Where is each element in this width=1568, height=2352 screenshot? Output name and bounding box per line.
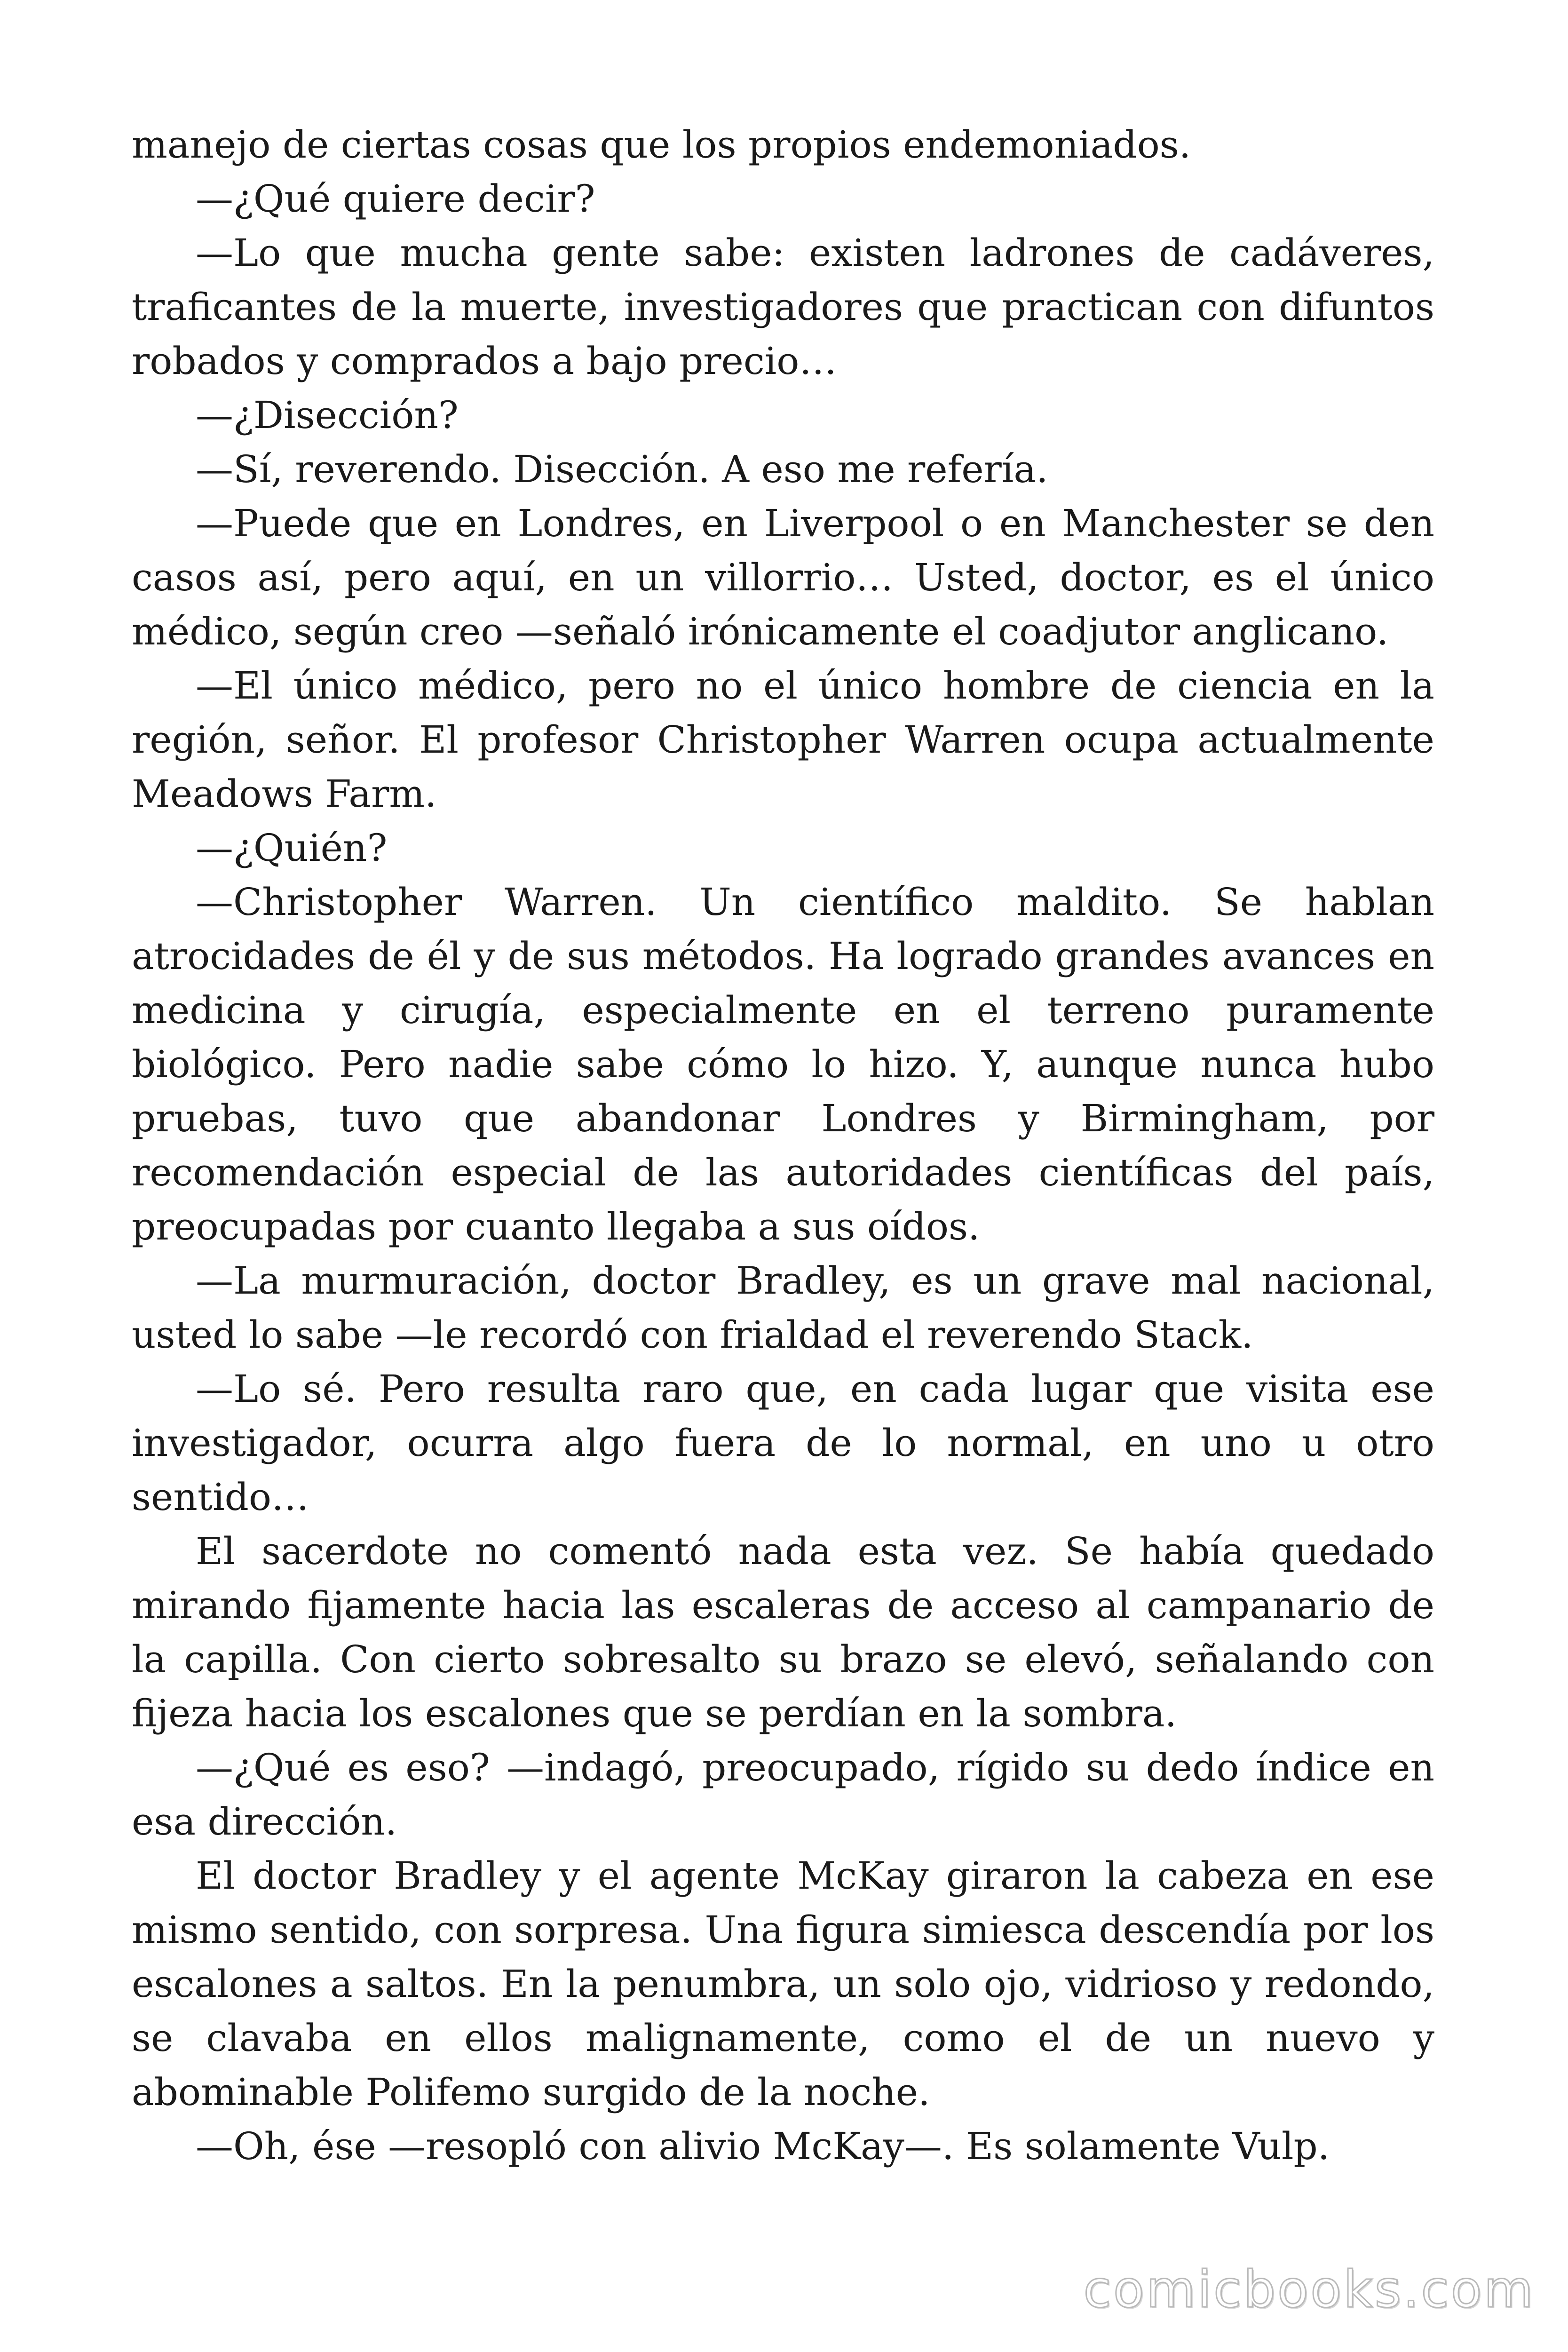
book-page <box>132 118 1434 2173</box>
paragraph-dialogue: —Lo sé. Pero resulta raro que, en cada lugar que visita ese investigador, ocurra algo fuera de lo normal, en uno u otro sentido… <box>132 1367 1434 1519</box>
paragraph-narration: El sacerdote no comentó nada esta vez. Se había quedado mirando fijamente hacia las escaleras de acceso al campanario de la capilla. Con cierto sobresalto su brazo se elevó, señalando con fijeza hacia los escalones que se perdían en la sombra. <box>132 1529 1434 1735</box>
paragraph-dialogue: —Sí, reverendo. Disección. A eso me refería. <box>196 447 1048 491</box>
paragraph-dialogue: —¿Qué quiere decir? <box>196 177 595 221</box>
paragraph-dialogue: —Puede que en Londres, en Liverpool o en Manchester se den casos así, pero aquí, en un villorrio… Usted, doctor, es el único médico, según creo —señaló irónicamente el coadjutor anglicano. <box>132 501 1434 653</box>
paragraph-dialogue: —La murmuración, doctor Bradley, es un grave mal nacional, usted lo sabe —le recordó con frialdad el reverendo Stack. <box>132 1259 1434 1357</box>
paragraph-dialogue: —El único médico, pero no el único hombre de ciencia en la región, señor. El profesor Christopher Warren ocupa actualmente Meadows Farm. <box>132 664 1434 816</box>
paragraph-dialogue: —Oh, ése —resopló con alivio McKay—. Es solamente Vulp. <box>196 2124 1330 2168</box>
watermark: comicbooks.com <box>1083 2260 1535 2319</box>
paragraph-dialogue: —Christopher Warren. Un científico maldito. Se hablan atrocidades de él y de sus métodos. Ha logrado grandes avances en medicina y cirugía, especialmente en el terreno puramente biológico. Pero nadie sabe cómo lo hizo. Y, aunque nunca hubo pruebas, tuvo que abandonar Londres y Birmingham, por recomendación especial de las autoridades científicas del país, preocupadas por cuanto llegaba a sus oídos. <box>132 880 1434 1248</box>
paragraph-dialogue: —¿Disección? <box>196 393 459 437</box>
paragraph-dialogue: —Lo que mucha gente sabe: existen ladrones de cadáveres, traficantes de la muerte, investigadores que practican con difuntos robados y comprados a bajo precio… <box>132 231 1434 383</box>
paragraph-dialogue: —¿Quién? <box>196 826 388 870</box>
paragraph-dialogue: —¿Qué es eso? —indagó, preocupado, rígido su dedo índice en esa dirección. <box>132 1746 1434 1843</box>
paragraph-continuation: manejo de ciertas cosas que los propios endemoniados. <box>132 123 1191 167</box>
paragraph-narration: El doctor Bradley y el agente McKay giraron la cabeza en ese mismo sentido, con sorpresa. Una figura simiesca descendía por los escalones a saltos. En la penumbra, un solo ojo, vidrioso y redondo, se clavaba en ellos malignamente, como el de un nuevo y abominable Polifemo surgido de la noche. <box>132 1854 1434 2114</box>
